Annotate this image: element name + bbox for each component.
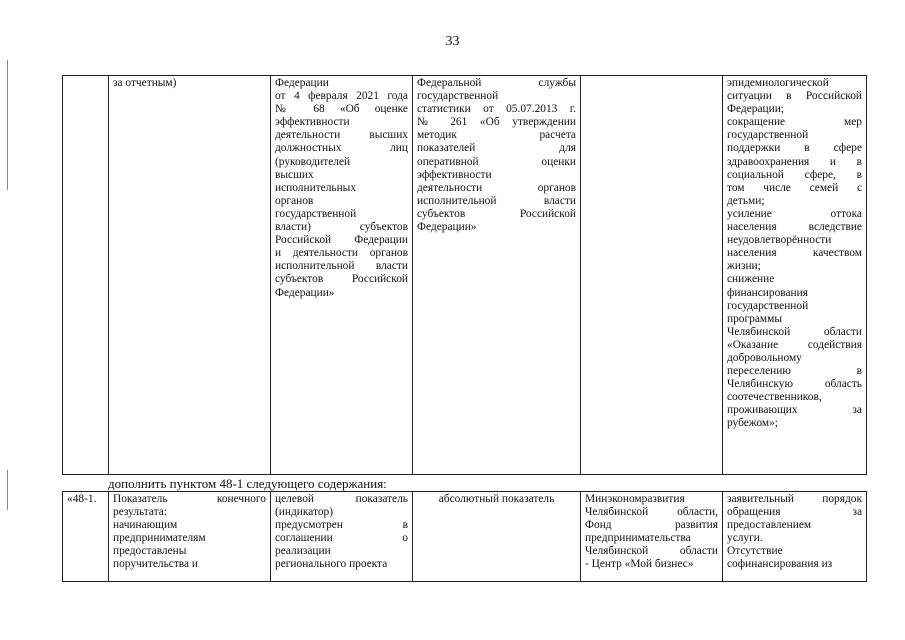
- cell-text-line: услуги.: [727, 532, 763, 545]
- cell-text-line: «Оказание содействия: [727, 338, 862, 351]
- cell-text-line: эпидемиологической: [727, 77, 829, 89]
- table-cell-basis: [271, 492, 413, 582]
- table-cell-methodology: [413, 76, 581, 475]
- cell-text-line: детьми;: [727, 194, 765, 207]
- cell-text-line: предусмотрен в: [275, 519, 408, 532]
- cell-text-line: предпринимателям: [113, 532, 206, 545]
- cell-text-line: государственной: [417, 90, 499, 103]
- cell-text-line: оперативной оценки: [417, 155, 576, 168]
- cell-text-line: статистики от 05.07.2013 г.: [417, 103, 576, 116]
- cell-text-line: населения качеством: [727, 247, 862, 260]
- cell-text-line: Челябинской области,: [585, 506, 718, 519]
- cell-text-line: Показатель конечного: [113, 493, 266, 505]
- table-cell-indicator: [109, 492, 271, 582]
- cell-text-line: Федерации: [275, 77, 329, 89]
- cell-text-line: неудовлетворённости: [727, 234, 832, 247]
- cell-text-line: исполнительной власти: [417, 194, 576, 207]
- cell-text-line: методик расчета: [417, 129, 576, 142]
- cell-text-line: деятельности высших: [275, 129, 408, 142]
- cell-text-line: переселению в: [727, 365, 862, 378]
- table-cell-basis: [271, 76, 413, 475]
- cell-text-line: эффективности: [275, 116, 350, 129]
- cell-text-line: ситуации в Российской: [727, 90, 862, 103]
- cell-text-line: деятельности органов: [417, 181, 576, 194]
- cell-text-line: предоставлены: [113, 545, 187, 558]
- cell-text-line: соотечественников,: [727, 391, 822, 404]
- cell-text-line: и деятельности органов: [275, 247, 408, 260]
- cell-text-line: сокращение мер: [727, 116, 862, 129]
- cell-text-line: предпринимательства: [585, 532, 691, 545]
- cell-text-line: Челябинской области: [585, 545, 718, 558]
- continuation-table: [62, 75, 867, 475]
- table-cell-risks: [723, 76, 867, 475]
- cell-text-line: Челябинской области: [727, 325, 862, 338]
- cell-text-line: (индикатор): [275, 506, 334, 519]
- insert-instruction: дополнить пунктом 48-1 следующего содержания:: [108, 476, 387, 491]
- cell-text-line: за отчетным): [113, 77, 177, 89]
- table-cell-responsible: [581, 76, 723, 475]
- cell-text-line: Федерации;: [727, 103, 784, 116]
- cell-text-line: Минэкономразвития: [585, 493, 685, 505]
- cell-text-line: поручительства и: [113, 558, 199, 571]
- cell-text-line: субъектов Российской: [275, 273, 408, 286]
- table-row: [63, 492, 867, 582]
- table-cell-number: [63, 76, 109, 475]
- cell-text-line: заявительный порядок: [727, 493, 862, 505]
- cell-text-line: Фонд развития: [585, 519, 718, 532]
- table-cell-methodology: [413, 492, 581, 582]
- cell-text-line: результата:: [113, 506, 168, 519]
- cell-text-line: усиление оттока: [727, 207, 862, 220]
- cell-text-line: соглашении о: [275, 532, 408, 545]
- cell-text-line: предоставлением: [727, 519, 812, 532]
- cell-text-line: рубежом»;: [727, 417, 778, 430]
- table-cell-indicator: [109, 76, 271, 475]
- cell-text-line: государственной: [727, 129, 809, 142]
- cell-text-line: № 261 «Об утверждении: [417, 116, 576, 129]
- cell-text-line: Отсутствие: [727, 545, 783, 558]
- table-cell-responsible: [581, 492, 723, 582]
- cell-text-line: жизни;: [727, 260, 761, 273]
- cell-text-line: власти) субъектов: [275, 221, 408, 234]
- cell-text-line: № 68 «Об оценке: [275, 103, 408, 116]
- cell-text-line: - Центр «Мой бизнес»: [585, 558, 694, 571]
- cell-text-line: высших: [275, 168, 314, 181]
- cell-text-line: финансирования: [727, 286, 808, 299]
- cell-text-line: программы: [727, 312, 782, 325]
- cell-text-line: Российской Федерации: [275, 234, 408, 247]
- cell-text-line: софинансирования из: [727, 558, 833, 571]
- cell-text-line: (руководителей: [275, 155, 351, 168]
- cell-text-line: Федеральной службы: [417, 77, 576, 89]
- cell-text-line: эффективности: [417, 168, 492, 181]
- cell-text-line: реализации: [275, 545, 331, 558]
- cell-text-line: «48-1.: [67, 493, 97, 505]
- table-cell-risks: [723, 492, 867, 582]
- cell-text-line: государственной: [727, 299, 809, 312]
- cell-text-line: Федерации»: [275, 286, 335, 299]
- cell-text-line: здравоохранения и в: [727, 155, 862, 168]
- margin-line-upper: [7, 60, 8, 190]
- cell-text-line: регионального проекта: [275, 558, 388, 571]
- table-cell-number: [63, 492, 109, 582]
- cell-text-line: абсолютный показатель: [438, 493, 555, 505]
- cell-text-line: том числе семей с: [727, 181, 862, 194]
- cell-text-line: поддержки в сфере: [727, 142, 862, 155]
- cell-text-line: субъектов Российской: [417, 207, 576, 220]
- margin-line-lower: [7, 470, 8, 510]
- cell-text-line: обращения за: [727, 506, 862, 519]
- cell-text-line: должностных лиц: [275, 142, 408, 155]
- cell-text-line: проживающих за: [727, 404, 862, 417]
- table-row: [63, 76, 867, 475]
- cell-text-line: социальной сфере, в: [727, 168, 862, 181]
- cell-text-line: Челябинскую область: [727, 378, 862, 391]
- cell-text-line: государственной: [275, 207, 357, 220]
- cell-text-line: показателей для: [417, 142, 576, 155]
- cell-text-line: добровольному: [727, 351, 802, 364]
- cell-text-line: от 4 февраля 2021 года: [275, 90, 408, 103]
- cell-text-line: населения вследствие: [727, 221, 862, 234]
- cell-text-line: снижение: [727, 273, 775, 286]
- cell-text-line: начинающим: [113, 519, 178, 532]
- cell-text-line: исполнительных: [275, 181, 357, 194]
- new-item-table: [62, 491, 867, 582]
- cell-text-line: целевой показатель: [275, 493, 408, 505]
- cell-text-line: Федерации»: [417, 221, 477, 234]
- page-number: 33: [445, 34, 460, 49]
- cell-text-line: исполнительной власти: [275, 260, 408, 273]
- cell-text-line: органов: [275, 194, 314, 207]
